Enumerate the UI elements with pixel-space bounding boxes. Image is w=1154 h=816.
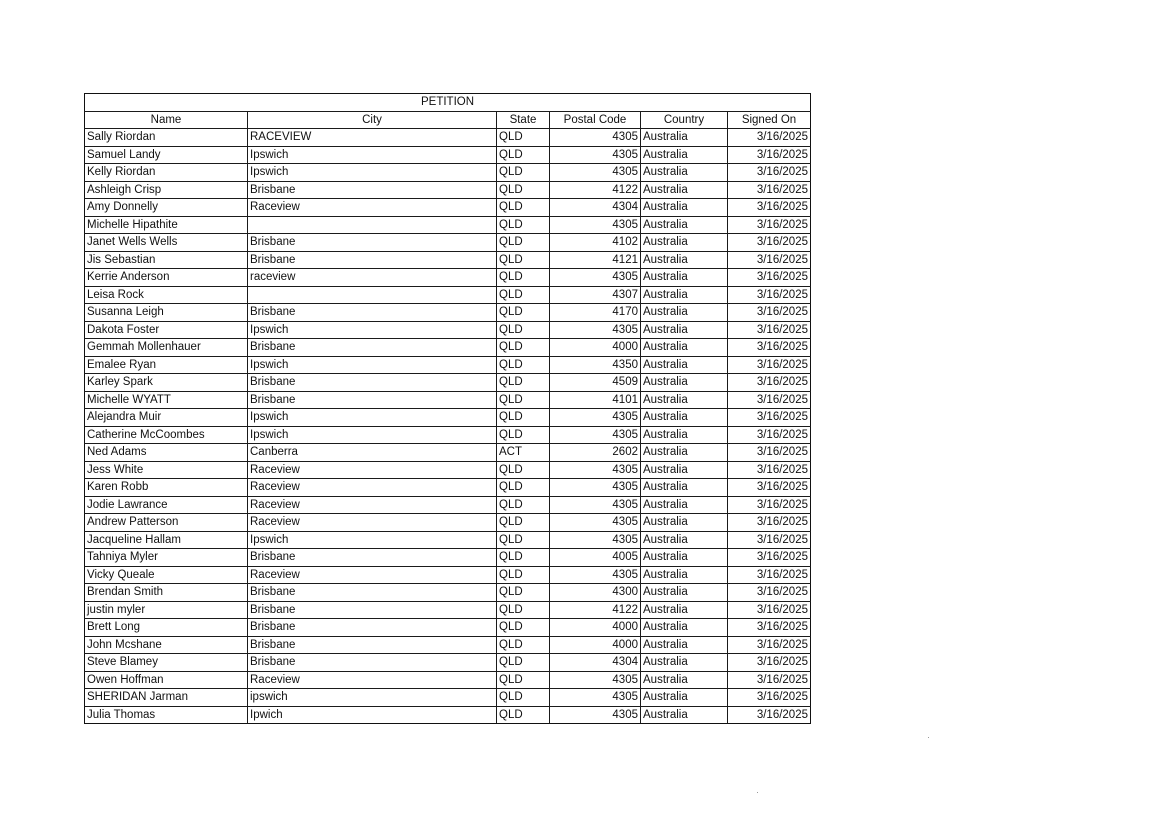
cell-country: Australia — [641, 636, 728, 654]
cell-name: Karley Spark — [85, 374, 248, 392]
cell-city: Raceview — [248, 199, 497, 217]
cell-state: QLD — [497, 671, 550, 689]
cell-city: Raceview — [248, 496, 497, 514]
cell-city: ipswich — [248, 689, 497, 707]
cell-postal-code: 4305 — [550, 566, 641, 584]
table-row — [85, 584, 811, 602]
cell-name: Andrew Patterson — [85, 514, 248, 532]
cell-signed-on: 3/16/2025 — [728, 671, 811, 689]
cell-country: Australia — [641, 409, 728, 427]
cell-signed-on: 3/16/2025 — [728, 304, 811, 322]
cell-postal-code: 4305 — [550, 426, 641, 444]
table-row — [85, 181, 811, 199]
cell-postal-code: 4307 — [550, 286, 641, 304]
cell-city: Brisbane — [248, 636, 497, 654]
cell-country: Australia — [641, 619, 728, 637]
cell-city: Ipwich — [248, 706, 497, 724]
cell-signed-on: 3/16/2025 — [728, 181, 811, 199]
cell-postal-code: 4305 — [550, 216, 641, 234]
cell-postal-code: 4305 — [550, 409, 641, 427]
cell-postal-code: 4122 — [550, 181, 641, 199]
cell-country: Australia — [641, 199, 728, 217]
cell-signed-on: 3/16/2025 — [728, 339, 811, 357]
cell-name: Karen Robb — [85, 479, 248, 497]
cell-country: Australia — [641, 251, 728, 269]
cell-signed-on: 3/16/2025 — [728, 286, 811, 304]
cell-postal-code: 4305 — [550, 496, 641, 514]
cell-signed-on: 3/16/2025 — [728, 251, 811, 269]
cell-name: Kerrie Anderson — [85, 269, 248, 287]
cell-name: Ned Adams — [85, 444, 248, 462]
cell-city — [248, 286, 497, 304]
cell-state: QLD — [497, 146, 550, 164]
cell-postal-code: 4350 — [550, 356, 641, 374]
cell-state: QLD — [497, 409, 550, 427]
table-row — [85, 514, 811, 532]
cell-country: Australia — [641, 216, 728, 234]
table-row — [85, 636, 811, 654]
cell-city: raceview — [248, 269, 497, 287]
table-row — [85, 129, 811, 147]
header-country: Country — [641, 111, 728, 129]
cell-country: Australia — [641, 601, 728, 619]
cell-name: Jis Sebastian — [85, 251, 248, 269]
petition-rows — [85, 129, 811, 724]
cell-name: Janet Wells Wells — [85, 234, 248, 252]
cell-name: Susanna Leigh — [85, 304, 248, 322]
cell-city: Ipswich — [248, 321, 497, 339]
cell-country: Australia — [641, 584, 728, 602]
table-row — [85, 706, 811, 724]
cell-postal-code: 4305 — [550, 479, 641, 497]
petition-table — [84, 93, 811, 724]
cell-signed-on: 3/16/2025 — [728, 374, 811, 392]
title-row — [85, 94, 811, 112]
cell-postal-code: 4305 — [550, 461, 641, 479]
table-row — [85, 549, 811, 567]
cell-country: Australia — [641, 304, 728, 322]
cell-name: Samuel Landy — [85, 146, 248, 164]
cell-postal-code: 4304 — [550, 654, 641, 672]
cell-city: Ipswich — [248, 164, 497, 182]
cell-state: ACT — [497, 444, 550, 462]
table-row — [85, 216, 811, 234]
cell-city: Raceview — [248, 514, 497, 532]
table-row — [85, 409, 811, 427]
cell-signed-on: 3/16/2025 — [728, 356, 811, 374]
cell-state: QLD — [497, 706, 550, 724]
cell-name: Jacqueline Hallam — [85, 531, 248, 549]
cell-state: QLD — [497, 129, 550, 147]
cell-state: QLD — [497, 216, 550, 234]
cell-city: Ipswich — [248, 531, 497, 549]
cell-country: Australia — [641, 461, 728, 479]
cell-country: Australia — [641, 549, 728, 567]
cell-signed-on: 3/16/2025 — [728, 199, 811, 217]
cell-signed-on: 3/16/2025 — [728, 531, 811, 549]
cell-state: QLD — [497, 234, 550, 252]
cell-city: Raceview — [248, 671, 497, 689]
cell-state: QLD — [497, 514, 550, 532]
cell-signed-on: 3/16/2025 — [728, 706, 811, 724]
cell-country: Australia — [641, 689, 728, 707]
cell-signed-on: 3/16/2025 — [728, 514, 811, 532]
cell-city: Brisbane — [248, 549, 497, 567]
cell-postal-code: 4005 — [550, 549, 641, 567]
cell-name: Emalee Ryan — [85, 356, 248, 374]
cell-state: QLD — [497, 251, 550, 269]
table-row — [85, 479, 811, 497]
cell-name: Michelle WYATT — [85, 391, 248, 409]
cell-name: Sally Riordan — [85, 129, 248, 147]
cell-name: Jess White — [85, 461, 248, 479]
table-row — [85, 654, 811, 672]
cell-country: Australia — [641, 286, 728, 304]
cell-name: Leisa Rock — [85, 286, 248, 304]
cell-country: Australia — [641, 374, 728, 392]
cell-country: Australia — [641, 129, 728, 147]
cell-state: QLD — [497, 531, 550, 549]
cell-state: QLD — [497, 199, 550, 217]
cell-state: QLD — [497, 356, 550, 374]
cell-postal-code: 4305 — [550, 129, 641, 147]
cell-postal-code: 4305 — [550, 146, 641, 164]
cell-city: Ipswich — [248, 409, 497, 427]
cell-name: Gemmah Mollenhauer — [85, 339, 248, 357]
cell-state: QLD — [497, 321, 550, 339]
petition-sheet — [84, 93, 810, 724]
cell-country: Australia — [641, 164, 728, 182]
table-row — [85, 146, 811, 164]
cell-signed-on: 3/16/2025 — [728, 426, 811, 444]
cell-state: QLD — [497, 636, 550, 654]
cell-signed-on: 3/16/2025 — [728, 269, 811, 287]
cell-city: Raceview — [248, 566, 497, 584]
cell-postal-code: 4101 — [550, 391, 641, 409]
cell-state: QLD — [497, 689, 550, 707]
cell-signed-on: 3/16/2025 — [728, 549, 811, 567]
cell-name: John Mcshane — [85, 636, 248, 654]
cell-city: Brisbane — [248, 584, 497, 602]
cell-name: Catherine McCoombes — [85, 426, 248, 444]
cell-signed-on: 3/16/2025 — [728, 409, 811, 427]
cell-state: QLD — [497, 181, 550, 199]
scan-speck — [757, 792, 758, 793]
cell-name: Michelle Hipathite — [85, 216, 248, 234]
cell-country: Australia — [641, 321, 728, 339]
header-signed-on: Signed On — [728, 111, 811, 129]
cell-state: QLD — [497, 479, 550, 497]
cell-city: Brisbane — [248, 654, 497, 672]
cell-postal-code: 4000 — [550, 339, 641, 357]
cell-country: Australia — [641, 531, 728, 549]
cell-name: Brendan Smith — [85, 584, 248, 602]
cell-name: Owen Hoffman — [85, 671, 248, 689]
cell-postal-code: 4102 — [550, 234, 641, 252]
cell-state: QLD — [497, 549, 550, 567]
table-row — [85, 304, 811, 322]
cell-name: Julia Thomas — [85, 706, 248, 724]
cell-country: Australia — [641, 426, 728, 444]
cell-state: QLD — [497, 374, 550, 392]
cell-postal-code: 4305 — [550, 689, 641, 707]
scan-speck — [928, 737, 929, 738]
cell-signed-on: 3/16/2025 — [728, 496, 811, 514]
cell-country: Australia — [641, 146, 728, 164]
cell-postal-code: 4170 — [550, 304, 641, 322]
cell-postal-code: 4121 — [550, 251, 641, 269]
header-name: Name — [85, 111, 248, 129]
cell-state: QLD — [497, 164, 550, 182]
cell-city: Brisbane — [248, 374, 497, 392]
table-row — [85, 496, 811, 514]
cell-name: Tahniya Myler — [85, 549, 248, 567]
table-row — [85, 426, 811, 444]
cell-signed-on: 3/16/2025 — [728, 444, 811, 462]
cell-country: Australia — [641, 181, 728, 199]
table-row — [85, 391, 811, 409]
cell-signed-on: 3/16/2025 — [728, 619, 811, 637]
cell-city: Brisbane — [248, 181, 497, 199]
cell-city — [248, 216, 497, 234]
cell-name: Kelly Riordan — [85, 164, 248, 182]
cell-country: Australia — [641, 444, 728, 462]
cell-signed-on: 3/16/2025 — [728, 601, 811, 619]
table-row — [85, 531, 811, 549]
cell-postal-code: 4305 — [550, 531, 641, 549]
header-row — [85, 111, 811, 129]
table-row — [85, 164, 811, 182]
table-row — [85, 199, 811, 217]
table-row — [85, 321, 811, 339]
cell-city: Brisbane — [248, 304, 497, 322]
cell-name: Steve Blamey — [85, 654, 248, 672]
cell-state: QLD — [497, 339, 550, 357]
cell-state: QLD — [497, 654, 550, 672]
cell-city: Brisbane — [248, 619, 497, 637]
header-city: City — [248, 111, 497, 129]
cell-country: Australia — [641, 339, 728, 357]
cell-country: Australia — [641, 479, 728, 497]
table-row — [85, 689, 811, 707]
cell-city: Ipswich — [248, 356, 497, 374]
cell-name: Brett Long — [85, 619, 248, 637]
cell-city: Brisbane — [248, 339, 497, 357]
table-row — [85, 374, 811, 392]
cell-name: Amy Donnelly — [85, 199, 248, 217]
table-row — [85, 234, 811, 252]
table-row — [85, 444, 811, 462]
cell-country: Australia — [641, 356, 728, 374]
cell-city: Raceview — [248, 479, 497, 497]
cell-signed-on: 3/16/2025 — [728, 391, 811, 409]
cell-state: QLD — [497, 304, 550, 322]
header-postal-code: Postal Code — [550, 111, 641, 129]
cell-country: Australia — [641, 496, 728, 514]
cell-country: Australia — [641, 671, 728, 689]
cell-signed-on: 3/16/2025 — [728, 216, 811, 234]
cell-signed-on: 3/16/2025 — [728, 461, 811, 479]
cell-postal-code: 2602 — [550, 444, 641, 462]
cell-signed-on: 3/16/2025 — [728, 636, 811, 654]
cell-signed-on: 3/16/2025 — [728, 234, 811, 252]
cell-postal-code: 4000 — [550, 636, 641, 654]
cell-state: QLD — [497, 461, 550, 479]
cell-name: Ashleigh Crisp — [85, 181, 248, 199]
cell-city: Brisbane — [248, 391, 497, 409]
cell-signed-on: 3/16/2025 — [728, 321, 811, 339]
cell-state: QLD — [497, 426, 550, 444]
cell-country: Australia — [641, 234, 728, 252]
cell-country: Australia — [641, 514, 728, 532]
table-row — [85, 339, 811, 357]
cell-state: QLD — [497, 566, 550, 584]
cell-signed-on: 3/16/2025 — [728, 566, 811, 584]
table-row — [85, 601, 811, 619]
cell-signed-on: 3/16/2025 — [728, 479, 811, 497]
header-state: State — [497, 111, 550, 129]
table-row — [85, 619, 811, 637]
table-row — [85, 671, 811, 689]
cell-postal-code: 4305 — [550, 164, 641, 182]
cell-name: Dakota Foster — [85, 321, 248, 339]
cell-signed-on: 3/16/2025 — [728, 129, 811, 147]
cell-country: Australia — [641, 706, 728, 724]
table-row — [85, 251, 811, 269]
cell-postal-code: 4000 — [550, 619, 641, 637]
cell-country: Australia — [641, 391, 728, 409]
cell-city: RACEVIEW — [248, 129, 497, 147]
cell-postal-code: 4305 — [550, 514, 641, 532]
cell-country: Australia — [641, 654, 728, 672]
cell-country: Australia — [641, 269, 728, 287]
cell-state: QLD — [497, 391, 550, 409]
cell-name: SHERIDAN Jarman — [85, 689, 248, 707]
cell-city: Brisbane — [248, 251, 497, 269]
cell-signed-on: 3/16/2025 — [728, 689, 811, 707]
cell-postal-code: 4300 — [550, 584, 641, 602]
petition-title: PETITION — [85, 94, 811, 112]
cell-name: Jodie Lawrance — [85, 496, 248, 514]
cell-name: Vicky Queale — [85, 566, 248, 584]
cell-city: Brisbane — [248, 234, 497, 252]
table-row — [85, 461, 811, 479]
cell-postal-code: 4305 — [550, 321, 641, 339]
cell-signed-on: 3/16/2025 — [728, 584, 811, 602]
cell-state: QLD — [497, 584, 550, 602]
cell-city: Raceview — [248, 461, 497, 479]
cell-postal-code: 4122 — [550, 601, 641, 619]
cell-signed-on: 3/16/2025 — [728, 654, 811, 672]
cell-postal-code: 4304 — [550, 199, 641, 217]
cell-state: QLD — [497, 269, 550, 287]
table-row — [85, 286, 811, 304]
cell-state: QLD — [497, 496, 550, 514]
cell-name: justin myler — [85, 601, 248, 619]
cell-state: QLD — [497, 286, 550, 304]
cell-city: Ipswich — [248, 426, 497, 444]
cell-postal-code: 4305 — [550, 269, 641, 287]
cell-state: QLD — [497, 619, 550, 637]
table-row — [85, 356, 811, 374]
table-row — [85, 269, 811, 287]
cell-country: Australia — [641, 566, 728, 584]
cell-state: QLD — [497, 601, 550, 619]
cell-signed-on: 3/16/2025 — [728, 164, 811, 182]
cell-postal-code: 4305 — [550, 706, 641, 724]
table-row — [85, 566, 811, 584]
cell-name: Alejandra Muir — [85, 409, 248, 427]
cell-postal-code: 4509 — [550, 374, 641, 392]
cell-city: Canberra — [248, 444, 497, 462]
cell-city: Brisbane — [248, 601, 497, 619]
cell-signed-on: 3/16/2025 — [728, 146, 811, 164]
cell-city: Ipswich — [248, 146, 497, 164]
cell-postal-code: 4305 — [550, 671, 641, 689]
